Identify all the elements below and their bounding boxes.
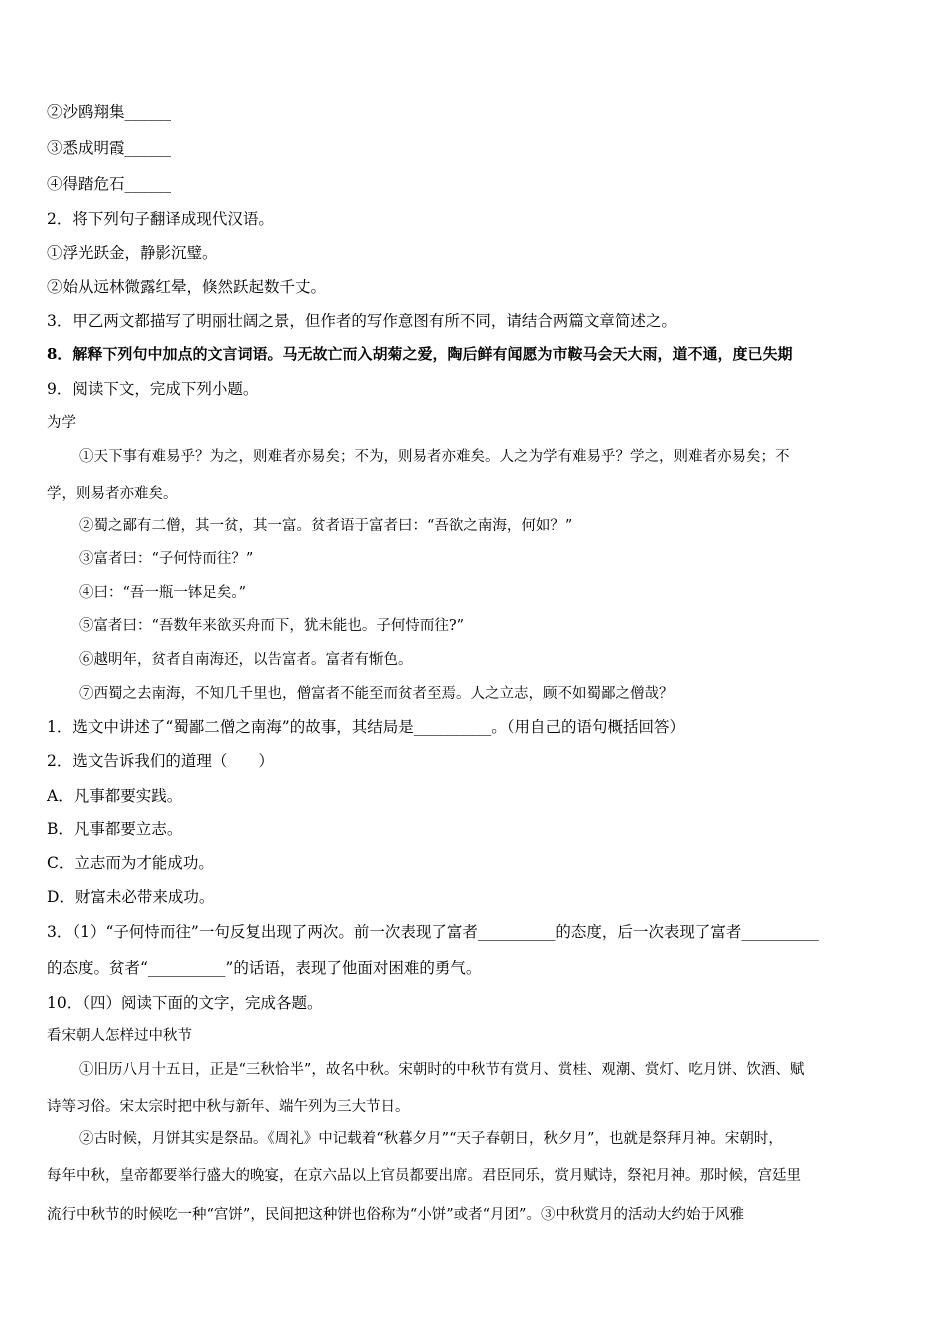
answer-line-4: ④得踏危石______ — [47, 175, 172, 193]
mid-autumn-paragraph-2: ②古时候，月饼其实是祭品。《周礼》中记载着“秋暮夕月”“天子春朝日，秋夕月”，也就是祭拜月神。宋朝时， — [79, 1131, 783, 1147]
passage-paragraph-7: ⑦西蜀之去南海，不知几千里也，僧富者不能至而贫者至焉。人之立志，顾不如蜀鄙之僧哉？ — [79, 686, 674, 702]
passage-title-mid-autumn: 看宋朝人怎样过中秋节 — [47, 1028, 192, 1044]
option-c: C．立志而为才能成功。 — [47, 854, 214, 872]
translate-sentence-1: ①浮光跃金，静影沉璧。 — [47, 244, 218, 262]
mid-autumn-paragraph-1-cont: 诗等习俗。宋太宗时把中秋与新年、端午列为三大节日。 — [47, 1099, 410, 1115]
question-3-prompt: 3．甲乙两文都描写了明丽壮阔之景，但作者的写作意图有所不同，请结合两篇文章简述之。 — [47, 312, 677, 330]
mid-autumn-paragraph-2-cont-2: 流行中秋节的时候吃一种“宫饼”，民间把这种饼也俗称为“小饼”或者“月团”。③中秋赏月的活动大约始于风雅 — [47, 1207, 744, 1223]
mid-autumn-paragraph-2-cont-1: 每年中秋，皇帝都要举行盛大的晚宴，在京六品以上官员都要出席。君臣同乐，赏月赋诗，祭祀月神。那时候，宫廷里 — [47, 1168, 801, 1184]
question-9-prompt: 9．阅读下文，完成下列小题。 — [47, 380, 259, 398]
answer-line-3: ③悉成明霞______ — [47, 139, 172, 157]
passage-paragraph-1-cont: 学，则易者亦难矣。 — [47, 486, 178, 502]
mid-autumn-paragraph-1: ①旧历八月十五日，正是“三秋恰半”，故名中秋。宋朝时的中秋节有赏月、赏桂、观潮、赏灯、吃月饼、饮酒、赋 — [79, 1062, 805, 1078]
translate-sentence-2: ②始从远林微露红晕，倏然跃起数千丈。 — [47, 278, 327, 296]
passage-paragraph-1: ①天下事有难易乎？为之，则难者亦易矣；不为，则易者亦难矣。人之为学有难易乎？学之，则难者亦易矣；不 — [79, 449, 790, 465]
subquestion-3: 3．（1）“子何恃而往”一句反复出现了两次。前一次表现了富者__________的态度，后一次表现了富者__________ — [47, 923, 819, 941]
question-2-prompt: 2．将下列句子翻译成现代汉语。 — [47, 210, 274, 228]
passage-title-weixue: 为学 — [47, 415, 76, 431]
option-d: D．财富未必带来成功。 — [47, 888, 215, 906]
passage-paragraph-4: ④曰：“吾一瓶一钵足矣。” — [79, 585, 247, 601]
answer-line-2: ②沙鸥翔集______ — [47, 103, 172, 121]
passage-paragraph-2: ②蜀之鄙有二僧，其一贫，其一富。贫者语于富者曰：“吾欲之南海，何如？” — [79, 518, 573, 534]
subquestion-3-cont: 的态度。贫者“__________”的话语，表现了他面对困难的勇气。 — [47, 959, 482, 977]
subquestion-1: 1．选文中讲述了“蜀鄙二僧之南海”的故事，其结局是__________。（用自己的语句概括回答） — [47, 718, 685, 736]
question-8-prompt: 8．解释下列句中加点的文言词语。马无故亡而入胡菊之爱，陶后鲜有闻愿为市鞍马会天大雨，道不通，度已失期 — [47, 345, 793, 363]
passage-paragraph-5: ⑤富者曰：“吾数年来欲买舟而下，犹未能也。子何恃而往?” — [79, 618, 465, 634]
question-10-prompt: 10．（四）阅读下面的文字，完成各题。 — [47, 994, 323, 1012]
option-a: A．凡事都要实践。 — [47, 787, 183, 805]
subquestion-2: 2．选文告诉我们的道理（ ） — [47, 752, 274, 770]
passage-paragraph-3: ③富者曰：“子何恃而往？” — [79, 551, 254, 567]
passage-paragraph-6: ⑥越明年，贫者自南海还，以告富者。富者有惭色。 — [79, 652, 413, 668]
option-b: B．凡事都要立志。 — [47, 820, 183, 838]
